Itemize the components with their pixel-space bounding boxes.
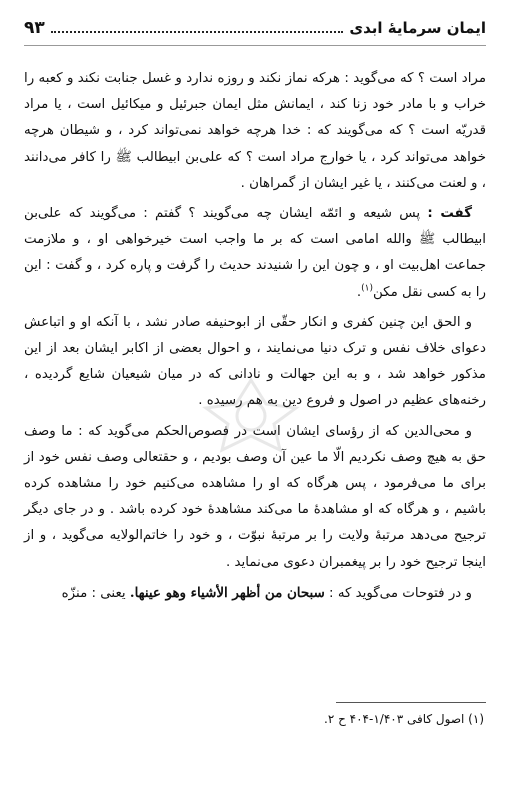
paragraph-5-text: و در فتوحات می‌گوید که :: [329, 585, 472, 601]
main-text: [24, 66, 486, 611]
running-title: ایمان سرمایهٔ ابدی: [349, 19, 486, 37]
paragraph-1-text: مراد است ؟ که می‌گوید : هرکه نماز نکند و روزه ندارد و غسل جنابت نکند و کعبه را خراب و با مادر خود زنا کند ، ایمانش مثل ایمان جبرئیل و میکائیل است ، یا مراد قدریّه است ؟ که می‌گویند که : خدا هرچه خواهد نمی‌تواند کرد ، و شیطان هرچه خواهد می‌تواند کرد ، یا خوارج مراد است ؟ که علی‌بن ابیطالب ﷺ را کافر می‌دانند ، و لعنت می‌کنند ، یا غیر ایشان از گمراهان .: [24, 71, 486, 191]
paragraph-3-text: و الحق این چنین کفری و انکار حقّی از ابوحنیفه صادر نشد ، با آنکه او و اتباعش دعوای خلاف نفس و ترک دنیا می‌نمایند ، و احوال بعضی از اکابر ایشان بعد از این مذکور خواهد شد ، و به این جهالت و نادانی که در میان شیعیان شایع گردیده ، رخنه‌های عظیم در اصول و فروع دین به هم رسیده .: [24, 314, 486, 409]
footnote: (۱) اصول کافی ۱/۴۰۳-۴۰۴ ح ۲.: [324, 712, 484, 726]
arabic-quote: سبحان من أظهر الأشياء وهو عينها.: [129, 584, 325, 601]
paragraph-5-tail: یعنی : منزّه: [61, 585, 126, 601]
paragraph-1: [24, 66, 486, 197]
paragraph-5: [24, 580, 486, 607]
paragraph-4-text: و محی‌الدین که از رؤسای ایشان است در فصوص‌الحکم می‌گوید که : ما وصف حق به هیچ وصف نکردیم الّا ما عین آن وصف بودیم ، و حقتعالی وصف نفس خود از برای ما می‌فرمود ، پس هرگاه که او را مشاهده می‌کنیم خود را مشاهده کرده باشیم ، و هرگاه که او مشاهدهٔ ما می‌کند مشاهدهٔ خود کرده باشد . و در جای دیگر ترجیح می‌دهد مرتبهٔ ولایت را بر مرتبهٔ نبوّت ، و خود را خاتم‌الولایه می‌گوید ، و از اینجا ترجیح خود را بر پیغمبران دعوی می‌نماید .: [24, 423, 486, 570]
footnote-ref: (۱): [361, 283, 373, 294]
header-rule: [24, 45, 486, 46]
paragraph-4: [24, 419, 486, 576]
paragraph-2: گفت : پس شیعه و ائمّه ایشان چه می‌گویند ؟ گفتم : می‌گویند که علی‌بن ابیطالب ﷺ والله امامی است که بر ما واجب است خیرخواهی او ، و ملازمت جماعت اهل‌بیت او ، و چون این را شنیدند حدیث را گرفت و پاره کرد ، و گفت : این را به کسی نقل مکن$^{(۱)}$.: [24, 206, 486, 300]
paragraph-3: [24, 310, 486, 415]
running-header: [24, 18, 486, 42]
header-leader-dots: [51, 21, 344, 33]
page-number: ۹۳: [24, 18, 45, 38]
footnote-rule: [336, 702, 486, 703]
paragraph-2-text: پس شیعه و ائمّه ایشان چه می‌گویند ؟ گفتم : می‌گویند که علی‌بن ابیطالب ﷺ والله امامی است که بر ما واجب است خیرخواهی او ، و ملازمت جماعت اهل‌بیت او ، و چون این را شنیدند حدیث را گرفت و پاره کرد ، و گفت : این را به کسی نقل مکن: [24, 206, 486, 300]
paragraph-2-lead: گفت :: [427, 206, 472, 222]
